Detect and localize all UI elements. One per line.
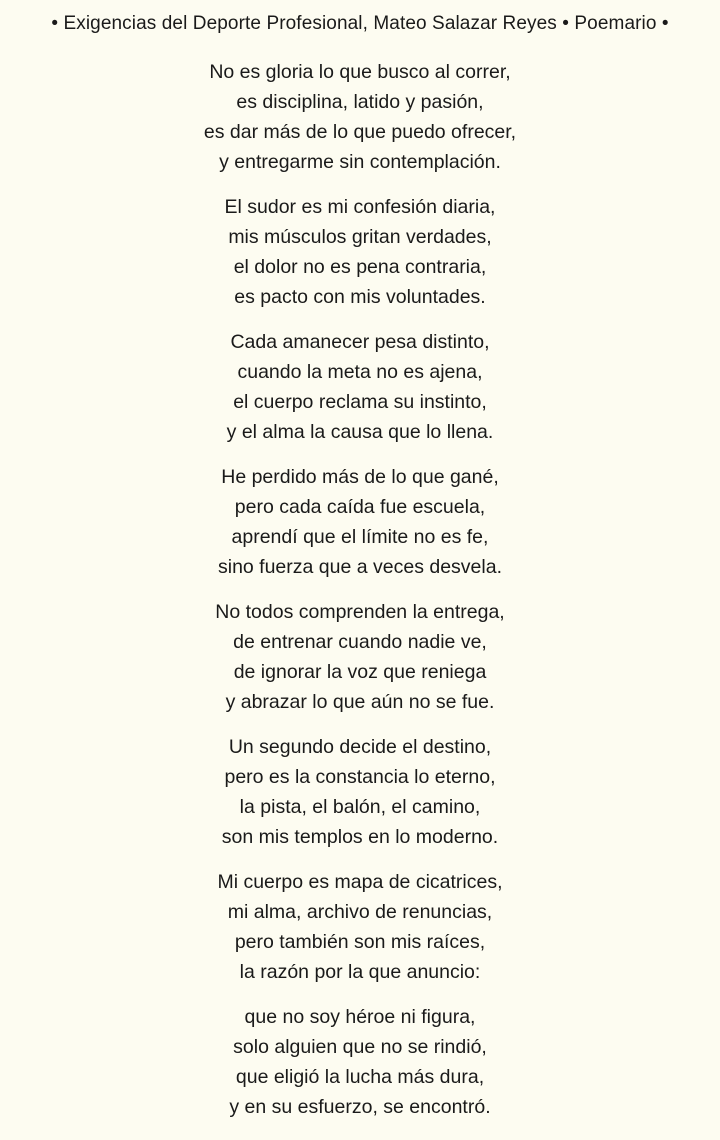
page-title: • Exigencias del Deporte Profesional, Mateo Salazar Reyes • Poemario • bbox=[51, 13, 669, 34]
poem-line: sino fuerza que a veces desvela. bbox=[217, 556, 502, 578]
stanza bbox=[0, 462, 720, 582]
poem-line: y en su esfuerzo, se encontró. bbox=[229, 1096, 491, 1118]
poem-body bbox=[0, 57, 720, 1137]
poem-line: Mi cuerpo es mapa de cicatrices, bbox=[217, 871, 503, 893]
poem-line: es dar más de lo que puedo ofrecer, bbox=[203, 121, 517, 143]
poem-line: solo alguien que no se rindió, bbox=[233, 1036, 487, 1058]
poem-line: es disciplina, latido y pasión, bbox=[236, 91, 484, 113]
poem-line: que no soy héroe ni figura, bbox=[244, 1006, 476, 1028]
poem-line: la razón por la que anuncio: bbox=[239, 961, 481, 983]
stanza bbox=[0, 192, 720, 312]
stanza bbox=[0, 327, 720, 447]
stanza bbox=[0, 732, 720, 852]
poem-line: la pista, el balón, el camino, bbox=[239, 796, 481, 818]
stanza bbox=[0, 867, 720, 987]
poem-line: y el alma la causa que lo llena. bbox=[226, 421, 494, 443]
poem-line: El sudor es mi confesión diaria, bbox=[224, 196, 496, 218]
poem-line: No es gloria lo que busco al correr, bbox=[209, 61, 511, 83]
poem-line: el cuerpo reclama su instinto, bbox=[233, 391, 487, 413]
stanza bbox=[0, 597, 720, 717]
stanza bbox=[0, 1002, 720, 1122]
poem-line: y abrazar lo que aún no se fue. bbox=[225, 691, 495, 713]
poem-line: Un segundo decide el destino, bbox=[228, 736, 492, 758]
poem-line: de ignorar la voz que reniega bbox=[233, 661, 487, 683]
poem-line: y entregarme sin contemplación. bbox=[219, 151, 501, 173]
poem-line: pero también son mis raíces, bbox=[234, 931, 486, 953]
poem-line: el dolor no es pena contraria, bbox=[233, 256, 487, 278]
poem-line: son mis templos en lo moderno. bbox=[221, 826, 499, 848]
poem-line: He perdido más de lo que gané, bbox=[221, 466, 499, 488]
poem-line: que eligió la lucha más dura, bbox=[235, 1066, 485, 1088]
poem-line: pero es la constancia lo eterno, bbox=[224, 766, 496, 788]
poem-line: cuando la meta no es ajena, bbox=[237, 361, 483, 383]
poem-line: aprendí que el límite no es fe, bbox=[231, 526, 489, 548]
poem-line: Cada amanecer pesa distinto, bbox=[230, 331, 490, 353]
poem-line: de entrenar cuando nadie ve, bbox=[233, 631, 487, 653]
poem-line: mis músculos gritan verdades, bbox=[228, 226, 492, 248]
stanza bbox=[0, 57, 720, 177]
poem-line: No todos comprenden la entrega, bbox=[215, 601, 505, 623]
poem-line: es pacto con mis voluntades. bbox=[234, 286, 486, 308]
poem-line: mi alma, archivo de renuncias, bbox=[227, 901, 493, 923]
poem-line: pero cada caída fue escuela, bbox=[234, 496, 486, 518]
